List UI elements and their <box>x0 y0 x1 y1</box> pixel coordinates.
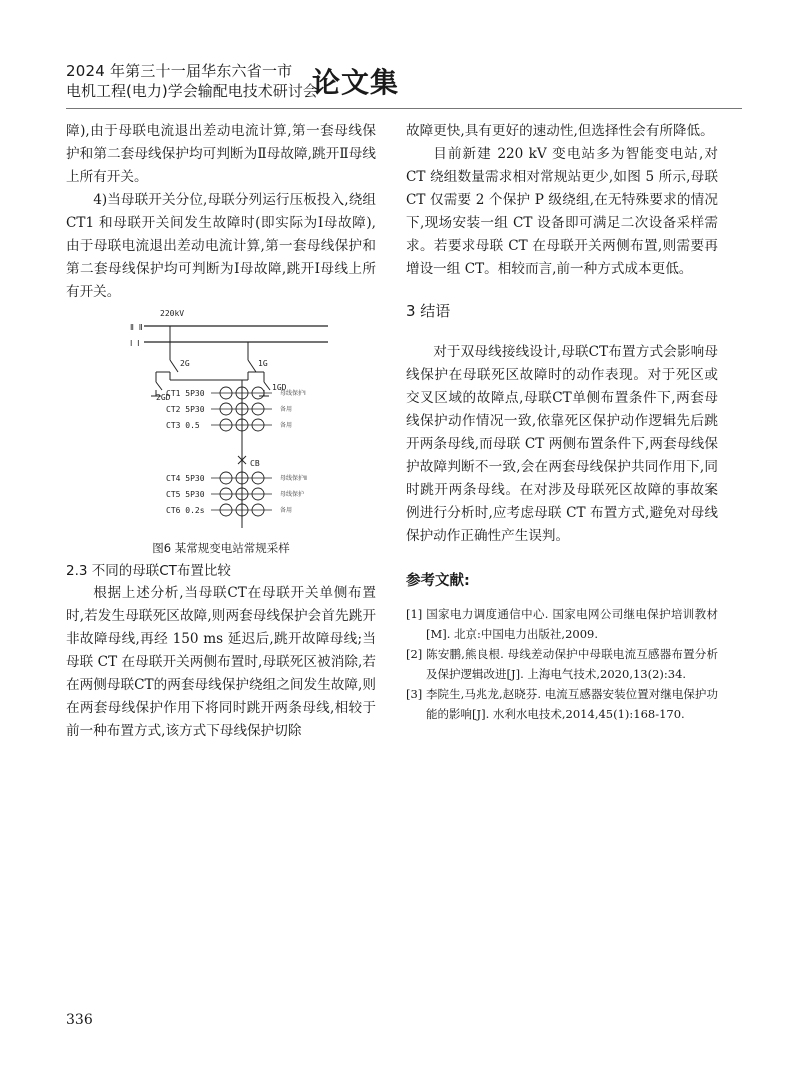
right-paragraph-2: 目前新建 220 kV 变电站多为智能变电站,对 CT 绕组数量需求相对常规站更少,如图 5 所示,母联 CT 仅需要 2 个保护 P 级绕组,在无特殊要求的情况下,现场安装一组 CT 设备即可满足二次设备采样需求。若要求母联 CT 在母联开关两侧布置,则需要再增设一组 CT。相较而言,前一种方式成本更低。 <box>406 146 718 277</box>
earth-1gd-label: 1GD <box>272 383 287 392</box>
page-number: 336 <box>66 1012 93 1028</box>
right-paragraph-1: 故障更快,具有更好的速动性,但选择性会有所降低。 <box>406 123 714 139</box>
switch-2g-blade <box>170 360 178 372</box>
ct-name-label: CT2 5P30 <box>166 405 205 414</box>
conference-title-line2: 电机工程(电力)学会输配电技术研讨会 <box>66 82 318 100</box>
left-column <box>66 120 376 743</box>
figure-caption: 图6 某常规变电站常规采样 <box>152 541 290 555</box>
figure-6-diagram <box>66 306 376 538</box>
ct-use-label: 母线保护Ⅱ <box>280 475 307 482</box>
conclusion-paragraph: 对于双母线接线设计,母联CT布置方式会影响母线保护在母联死区故障时的动作表现。对于死区或交叉区域的故障点,母联CT单侧布置条件下,两套母线保护动作情况一致,依靠死区保护动作逻辑先后跳开两条母线,而母联 CT 两侧布置条件下,两套母线保护故障判断不一致,会在两套母线保护共同作用下,同时跳开两条母线。在对涉及母联死区故障的事故案例进行分析时,应考虑母联 CT 布置方式,避免对母线保护动作正确性产生误判。 <box>406 344 718 544</box>
switch-2g-label: 2G <box>180 359 190 368</box>
right-column <box>406 120 718 724</box>
earth-2gd-label: 2GD <box>156 393 171 402</box>
collection-title: 论文集 <box>312 66 400 99</box>
left-paragraph-2: 4)当母联开关分位,母联分列运行压板投入,绕组 CT1 和母联开关间发生故障时(即实际为Ⅰ母故障),由于母联电流退出差动电流计算,第一套母线保护和第二套母线保护均可判断为Ⅰ母故障,跳开Ⅰ母线上所有开关。 <box>66 192 376 300</box>
switch-1g-label: 1G <box>258 359 268 368</box>
reference-item: [1] 国家电力调度通信中心. 国家电网公司继电保护培训教材[M]. 北京:中国电力出版社,2009. <box>406 607 718 641</box>
ct-name-label: CT6 0.2s <box>166 506 205 515</box>
page-header <box>66 62 746 106</box>
ct-name-label: CT4 5P30 <box>166 474 205 483</box>
references-heading: 参考文献: <box>406 573 470 589</box>
ct-wiring-diagram <box>66 306 376 538</box>
bus-1-label: Ⅰ Ⅰ <box>130 339 140 348</box>
ct-name-label: CT3 0.5 <box>166 421 200 430</box>
ct-use-label: 母线保护 <box>280 491 305 498</box>
section-heading-3: 3 结语 <box>406 302 451 320</box>
ct-use-label: 备用 <box>280 507 293 514</box>
ct-use-label: 备用 <box>280 406 293 413</box>
ct-name-label: CT1 5P30 <box>166 389 205 398</box>
header-rule <box>66 108 742 109</box>
ct-rows <box>166 387 307 516</box>
earth-2gd-blade <box>156 382 162 390</box>
conference-title-line1: 2024 年第三十一届华东六省一市 <box>66 62 293 80</box>
ct-use-label: 母线保护Ⅰ <box>280 390 306 397</box>
ct-name-label: CT5 5P30 <box>166 490 205 499</box>
reference-list <box>406 604 718 724</box>
reference-item: [2] 陈安鹏,熊良根. 母线差动保护中母联电流互感器布置分析及保护逻辑改进[J]. 上海电气技术,2020,13(2):34. <box>406 647 718 681</box>
switch-1g-blade <box>248 360 256 372</box>
earth-1gd-blade <box>264 382 270 390</box>
left-paragraph-1: 障),由于母联电流退出差动电流计算,第一套母线保护和第二套母线保护均可判断为Ⅱ母故障,跳开Ⅱ母线上所有开关。 <box>66 123 376 185</box>
bus-2-label: Ⅱ Ⅱ <box>130 323 143 332</box>
cb-label: CB <box>250 459 260 468</box>
section-heading-2-3: 2.3 不同的母联CT布置比较 <box>66 563 231 579</box>
left-paragraph-3: 根据上述分析,当母联CT在母联开关单侧布置时,若发生母联死区故障,则两套母线保护会首先跳开非故障母线,再经 150 ms 延迟后,跳开故障母线;当母联 CT 在母联开关两侧布置时,母联死区被消除,若在两侧母联CT的两套母线保护绕组之间发生故障,则在两套母线保护作用下将同时跳开两条母线,相较于前一种布置方式,该方式下母线保护切除 <box>66 585 376 739</box>
voltage-label: 220kV <box>160 309 185 318</box>
ct-use-label: 备用 <box>280 422 293 429</box>
reference-item: [3] 李院生,马兆龙,赵晓芬. 电流互感器安装位置对继电保护功能的影响[J]. 水利水电技术,2014,45(1):168-170. <box>406 687 718 721</box>
